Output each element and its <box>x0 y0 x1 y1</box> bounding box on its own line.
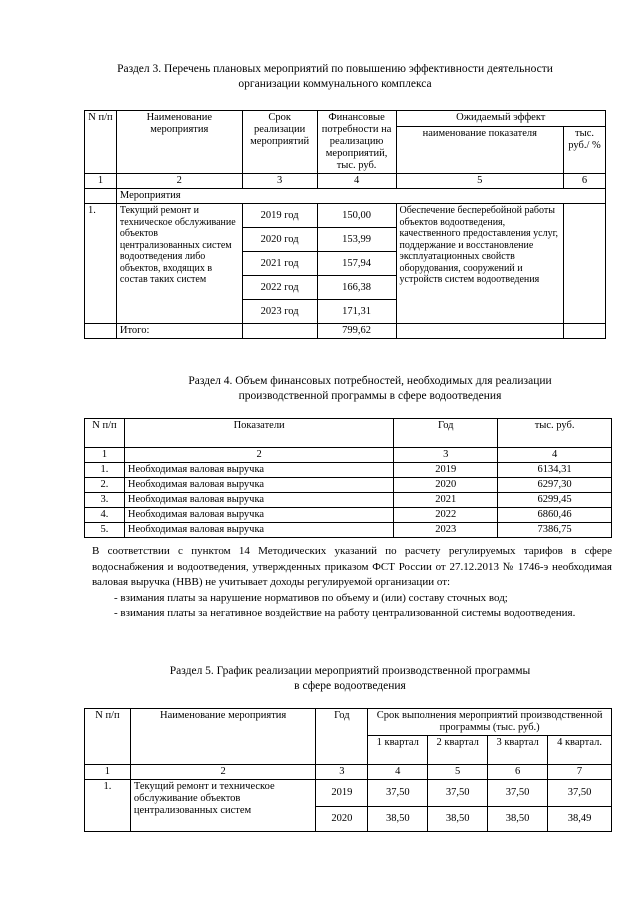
s3-header-finance: Финансовые потребности на реализацию мероприятий, тыс. руб. <box>317 111 396 174</box>
note-bullet: - взимания платы за негативное воздействие на работу централизованной системы водоотведения. <box>114 607 576 619</box>
s5-item-num: 1. <box>85 780 131 832</box>
s3-year: 2022 год <box>242 276 317 300</box>
table-row: 2020 38,50 38,50 38,50 38,49 <box>85 807 612 832</box>
s5-header-name: Наименование мероприятия <box>130 709 316 765</box>
s3-header-num: N п/п <box>85 111 117 174</box>
s3-header-indicator: наименование показателя <box>396 127 564 174</box>
s3-group-label: Мероприятия <box>116 189 605 204</box>
s3-item-num: 1. <box>85 204 117 324</box>
s3-header-effect: Ожидаемый эффект <box>396 111 605 127</box>
section5-title: Раздел 5. График реализации мероприятий производственной программы в сфере водоотведения <box>169 665 531 692</box>
table-row: 2. Необходимая валовая выручка 2020 6297,30 <box>85 478 612 493</box>
s3-item-name: Текущий ремонт и техническое обслуживание объектов централизованных систем водоотведения либо объектов, входящих в состав таких систем <box>116 204 242 324</box>
s5-header-q4: 4 квартал. <box>548 736 612 765</box>
table-row: 1. Текущий ремонт и техническое обслуживание объектов централизованных систем 2019 37,50 37,50 37,50 37,50 <box>85 780 612 807</box>
table-row: 1. Необходимая валовая выручка 2019 6134,31 <box>85 463 612 478</box>
section3-table <box>84 110 606 339</box>
s5-header-term: Срок выполнения мероприятий производственной программы (тыс. руб.) <box>368 709 612 736</box>
s4-header-value: тыс. руб. <box>498 419 612 448</box>
s3-total-value: 799,62 <box>317 324 396 339</box>
s3-amount: 153,99 <box>317 228 396 252</box>
s3-column-numbers: 1 2 3 4 5 6 <box>85 174 606 189</box>
s3-amount: 171,31 <box>317 300 396 324</box>
section4-title: Раздел 4. Объем финансовых потребностей, необходимых для реализации производственной программы в сфере водоотведения <box>188 375 552 402</box>
s5-header-q2: 2 квартал <box>428 736 488 765</box>
s3-header-term: Срок реализации мероприятий <box>242 111 317 174</box>
s4-header-year: Год <box>394 419 498 448</box>
s3-total-label: Итого: <box>116 324 242 339</box>
s3-amount: 166,38 <box>317 276 396 300</box>
s3-amount: 157,94 <box>317 252 396 276</box>
s4-column-numbers: 1 2 3 4 <box>85 448 612 463</box>
s3-year: 2019 год <box>242 204 317 228</box>
s3-header-name: Наименование мероприятия <box>116 111 242 174</box>
s5-header-q3: 3 квартал <box>488 736 548 765</box>
table-row: 3. Необходимая валовая выручка 2021 6299,45 <box>85 493 612 508</box>
s3-year: 2023 год <box>242 300 317 324</box>
section4-note: В соответствии с пунктом 14 Методических указаний по расчету регулируемых тарифов в сфере водоснабжения и водоотведения, утвержденных приказом ФСТ России от 27.12.2013 № 1746-э необходимая валовая выручка (НВВ) не учитывает доходы регулируемой организации от: - взимания платы за нарушение нормативов по объему и (или) составу сточных вод; - взимания платы за негативное воздействие на работу централизованной системы водоотведения. <box>92 544 612 622</box>
s5-column-numbers: 1 2 3 4 5 6 7 <box>85 765 612 780</box>
s3-year: 2020 год <box>242 228 317 252</box>
s4-header-indicator: Показатели <box>124 419 393 448</box>
s5-item-name: Текущий ремонт и техническое обслуживание объектов централизованных систем <box>130 780 316 832</box>
table-row: 4. Необходимая валовая выручка 2022 6860,46 <box>85 508 612 523</box>
s3-header-percent: тыс. руб./ % <box>564 127 606 174</box>
table-row <box>85 204 606 228</box>
s5-header-q1: 1 квартал <box>368 736 428 765</box>
s3-year: 2021 год <box>242 252 317 276</box>
note-bullet: - взимания платы за нарушение нормативов по объему и (или) составу сточных вод; <box>114 591 508 604</box>
s3-amount: 150,00 <box>317 204 396 228</box>
section5-table <box>84 708 612 832</box>
s5-header-year: Год <box>316 709 368 765</box>
section3-title: Раздел 3. Перечень плановых мероприятий по повышению эффективности деятельности организации коммунального комплекса <box>117 63 553 90</box>
section4-table <box>84 418 612 538</box>
s4-header-num: N п/п <box>85 419 125 448</box>
s5-header-num: N п/п <box>85 709 131 765</box>
s3-item-effect: Обеспечение бесперебойной работы объектов водоотведения, качественного предоставления услуг, поддержание и восстановление эксплуатационных свойств оборудования, сооружений и устройств систем водоотведения <box>396 204 564 324</box>
table-row: 5. Необходимая валовая выручка 2023 7386,75 <box>85 523 612 538</box>
s3-total-row <box>85 324 606 339</box>
